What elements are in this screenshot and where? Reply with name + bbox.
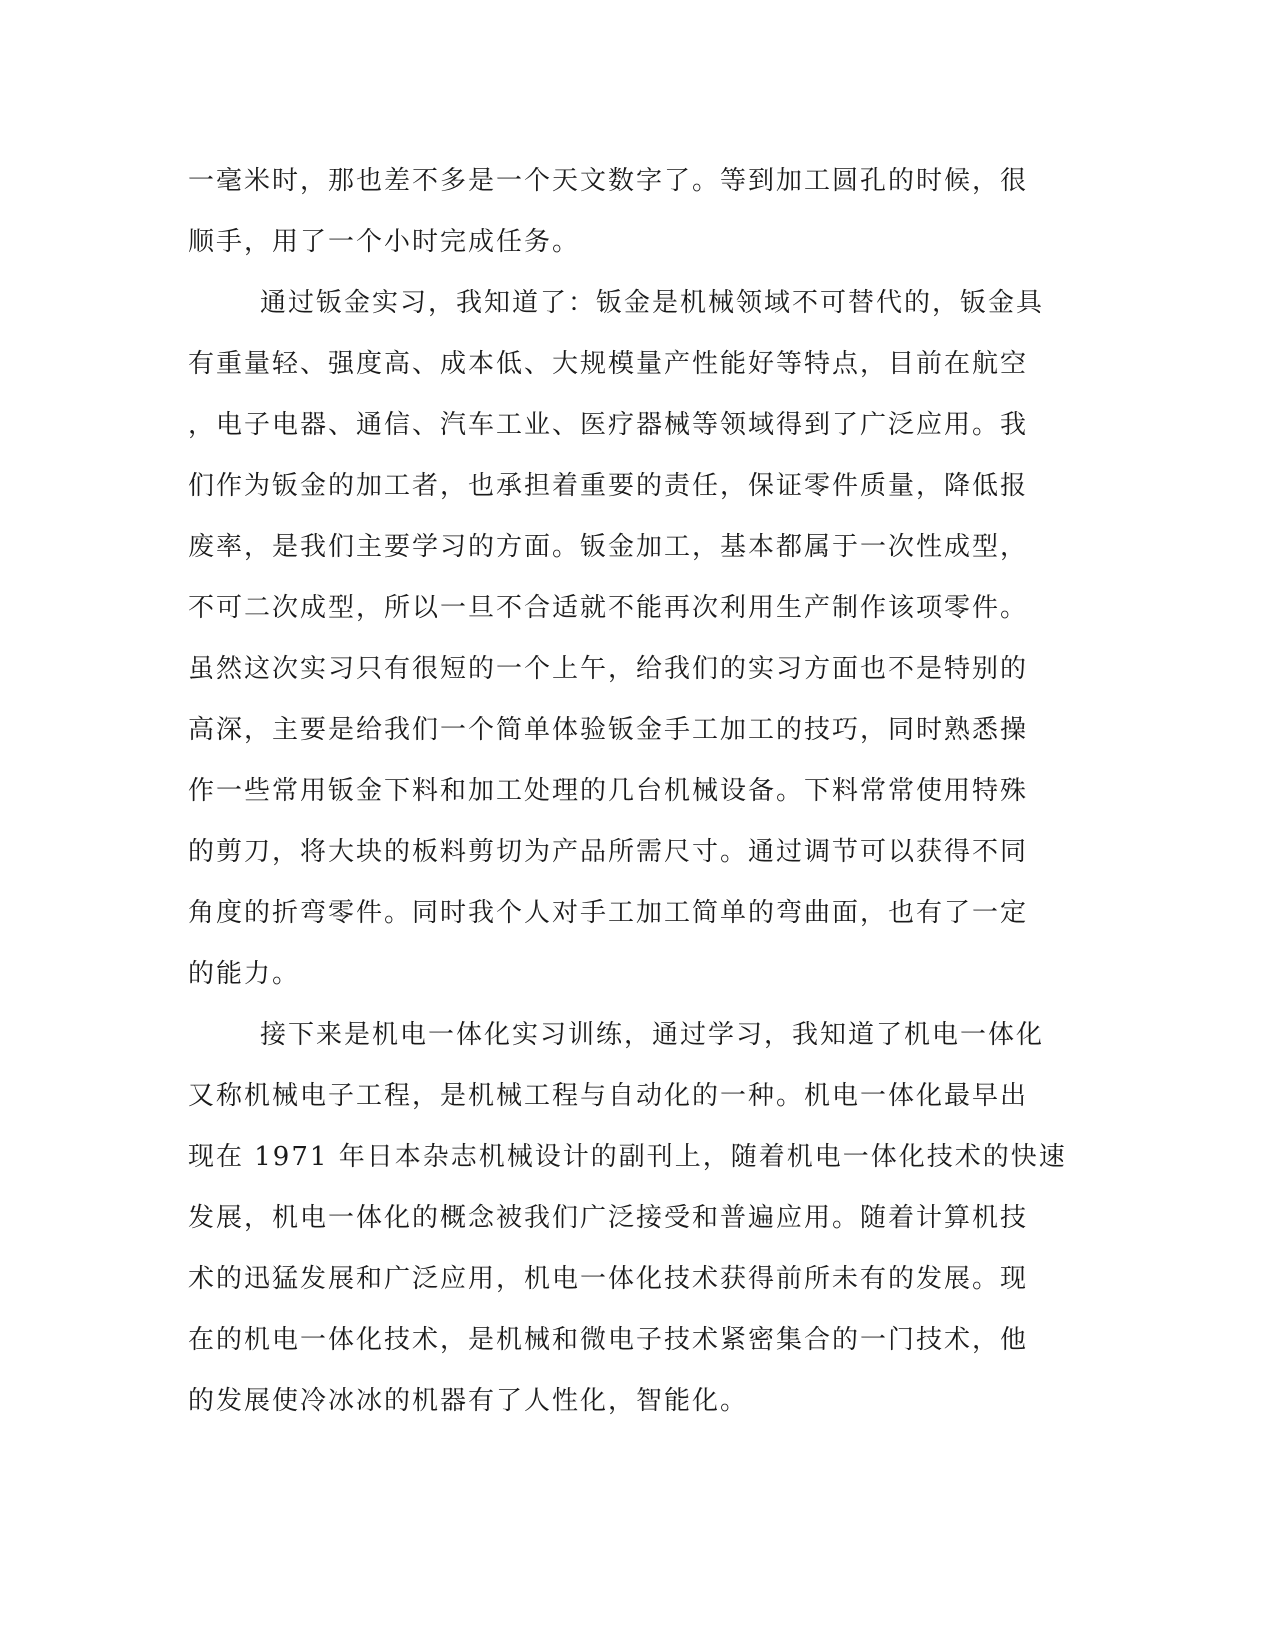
text-line: 的剪刀，将大块的板料剪切为产品所需尺寸。通过调节可以获得不同 [188,837,1029,867]
text-line: 在的机电一体化技术，是机械和微电子技术紧密集合的一门技术，他 [188,1325,1029,1355]
text-line: 发展，机电一体化的概念被我们广泛接受和普遍应用。随着计算机技 [188,1203,1029,1233]
text-line: 们作为钣金的加工者，也承担着重要的责任，保证零件质量，降低报 [188,471,1029,501]
text-line: 作一些常用钣金下料和加工处理的几台机械设备。下料常常使用特殊 [188,776,1029,806]
text-line: 顺手，用了一个小时完成任务。 [188,227,581,257]
text-line: 又称机械电子工程，是机械工程与自动化的一种。机电一体化最早出 [188,1081,1029,1111]
paragraph-start-line: 接下来是机电一体化实习训练，通过学习，我知道了机电一体化 [260,1020,1045,1050]
text-line: 的能力。 [188,959,301,989]
text-line: 的发展使冷冰冰的机器有了人性化，智能化。 [188,1386,749,1416]
text-line: 高深，主要是给我们一个简单体验钣金手工加工的技巧，同时熟悉操 [188,715,1029,745]
body-text [188,162,1088,1443]
text-line: ，电子电器、通信、汽车工业、医疗器械等领域得到了广泛应用。我 [188,410,1029,440]
text-line: 现在 1971 年日本杂志机械设计的副刊上，随着机电一体化技术的快速 [188,1142,1067,1172]
text-line: 有重量轻、强度高、成本低、大规模量产性能好等特点，目前在航空 [188,349,1029,379]
text-line: 虽然这次实习只有很短的一个上午，给我们的实习方面也不是特别的 [188,654,1029,684]
paragraph-start-line: 通过钣金实习，我知道了：钣金是机械领域不可替代的，钣金具 [260,288,1045,318]
text-line: 一毫米时，那也差不多是一个天文数字了。等到加工圆孔的时候，很 [188,166,1029,196]
text-line: 废率，是我们主要学习的方面。钣金加工，基本都属于一次性成型， [188,532,1029,562]
text-line: 不可二次成型，所以一旦不合适就不能再次利用生产制作该项零件。 [188,593,1029,623]
text-line: 术的迅猛发展和广泛应用，机电一体化技术获得前所未有的发展。现 [188,1264,1029,1294]
text-line: 角度的折弯零件。同时我个人对手工加工简单的弯曲面，也有了一定 [188,898,1029,928]
